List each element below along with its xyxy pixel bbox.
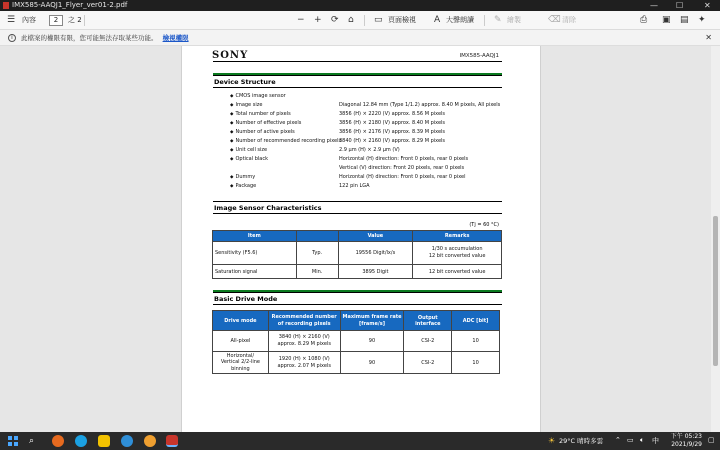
- diamond-bullet-icon: ◆: [230, 94, 234, 99]
- spec-label-text: Number of effective pixels: [235, 120, 302, 126]
- scrollbar-thumb[interactable]: [713, 216, 718, 366]
- read-aloud-icon[interactable]: A: [434, 15, 441, 25]
- spec-label: [230, 92, 286, 101]
- table-header: [296, 231, 338, 242]
- table-cell: CSI-2: [404, 331, 452, 352]
- table-header: Output interface: [404, 311, 452, 331]
- title-bar: [0, 0, 720, 11]
- section-title-image-sensor: Image Sensor Characteristics: [214, 204, 322, 212]
- spec-value: Diagonal 12.84 mm (Type 1/1.2) approx. 8.40 M pixels, All pixels: [339, 102, 501, 108]
- maximize-button[interactable]: ☐: [676, 1, 684, 10]
- notification-message: [21, 30, 189, 46]
- vertical-scrollbar[interactable]: [711, 46, 720, 432]
- spec-label: [230, 110, 291, 119]
- network-icon[interactable]: ▭: [627, 436, 634, 444]
- ime-indicator[interactable]: 中: [652, 437, 659, 445]
- diamond-bullet-icon: ◆: [230, 139, 234, 144]
- diamond-bullet-icon: ◆: [230, 112, 234, 117]
- table-row: [213, 331, 500, 352]
- table-header-row: [213, 311, 500, 331]
- table-cell: 12 bit converted value: [413, 265, 502, 279]
- pdf-file-icon: [3, 2, 9, 9]
- table-header-row: [213, 231, 502, 242]
- table-row: [213, 352, 500, 374]
- toolbar-divider: [484, 15, 485, 26]
- pin-icon[interactable]: ✦: [698, 15, 706, 25]
- section-bar: [213, 290, 502, 293]
- toolbar-divider: [84, 15, 85, 26]
- spec-label-text: CMOS image sensor: [235, 93, 286, 99]
- erase-icon[interactable]: ⌫: [548, 15, 561, 25]
- table-cell: Typ.: [296, 242, 338, 265]
- section-rule: [213, 201, 502, 202]
- minimize-button[interactable]: —: [650, 1, 658, 10]
- spec-value: 3840 (H) × 2160 (V) approx. 8.29 M pixels: [339, 138, 446, 144]
- clock[interactable]: [671, 433, 702, 449]
- spec-label: [230, 155, 268, 164]
- spec-value: 122 pin LGA: [339, 183, 370, 189]
- toc-list-icon[interactable]: ☰: [7, 15, 16, 25]
- info-icon: i: [8, 34, 16, 42]
- toc-button[interactable]: 內容: [22, 16, 36, 24]
- table-cell: 10: [452, 331, 500, 352]
- diamond-bullet-icon: ◆: [230, 175, 234, 180]
- model-number: IMX585-AAQJ1: [459, 53, 499, 59]
- spec-label-text: Unit cell size: [235, 147, 268, 153]
- edge-icon[interactable]: [75, 435, 87, 447]
- spec-label: [230, 101, 262, 110]
- weather-text[interactable]: 29°C 晴時多雲: [559, 437, 604, 445]
- spec-label-text: Package: [235, 183, 257, 189]
- fit-page-icon[interactable]: ⌂: [348, 15, 354, 25]
- table-header: Maximum frame rate [frame/s]: [340, 311, 404, 331]
- table-header: Remarks: [413, 231, 502, 242]
- table-cell: 10: [452, 352, 500, 374]
- header-rule: [213, 61, 502, 62]
- page-view-button[interactable]: 頁面檢視: [388, 16, 416, 24]
- app-icon[interactable]: [144, 435, 156, 447]
- spec-label-text: Number of recommended recording pixels: [235, 138, 342, 144]
- table-header: Value: [338, 231, 413, 242]
- tray-chevron-icon[interactable]: ⌃: [615, 436, 621, 444]
- clock-time: 下午 05:23: [670, 433, 702, 440]
- table-header: Item: [213, 231, 297, 242]
- table-cell: All-pixel: [213, 331, 269, 352]
- spec-label-text: Number of active pixels: [235, 129, 295, 135]
- save-as-icon[interactable]: ▤: [680, 15, 689, 25]
- draw-icon[interactable]: ✎: [494, 15, 502, 25]
- table-cell: 90: [340, 331, 404, 352]
- permission-notification: [0, 30, 720, 46]
- spec-value: 3856 (H) × 2176 (V) approx. 8.39 M pixels: [339, 129, 446, 135]
- erase-button[interactable]: 清除: [562, 16, 576, 24]
- clock-date: 2021/9/29: [671, 441, 702, 448]
- spec-value: Horizontal (H) direction: Front 0 pixels, rear 0 pixels: [339, 156, 469, 162]
- diamond-bullet-icon: ◆: [230, 184, 234, 189]
- spec-label: [230, 128, 295, 137]
- view-permissions-link[interactable]: 檢視權限: [162, 34, 189, 42]
- table-cell: 3840 (H) × 2160 (V) approx. 8.29 M pixels: [268, 331, 340, 352]
- weather-sun-icon: ☀: [548, 436, 556, 445]
- page-total: 之 2: [68, 16, 82, 24]
- search-icon[interactable]: ⌕: [29, 436, 35, 446]
- table-cell: Sensitivity (F5.6): [213, 242, 297, 265]
- diamond-bullet-icon: ◆: [230, 121, 234, 126]
- firefox-icon[interactable]: [52, 435, 64, 447]
- diamond-bullet-icon: ◆: [230, 130, 234, 135]
- diamond-bullet-icon: ◆: [230, 148, 234, 153]
- table-row: [213, 265, 502, 279]
- spec-label: [230, 173, 255, 182]
- table-cell: 1920 (H) × 1080 (V) approx. 2.07 M pixels: [268, 352, 340, 374]
- sony-logo: SONY: [212, 50, 249, 61]
- table-cell: 3895 Digit: [338, 265, 413, 279]
- print-icon[interactable]: ⎙: [640, 15, 648, 25]
- spec-label-text: Dummy: [235, 174, 256, 180]
- table-cell: CSI-2: [404, 352, 452, 374]
- table-header: Recommended number of recording pixels: [268, 311, 340, 331]
- draw-button[interactable]: 繪製: [507, 16, 521, 24]
- pdf-page: [181, 46, 541, 432]
- zoom-in-icon[interactable]: +: [314, 15, 322, 25]
- section-rule: [213, 213, 502, 214]
- notification-center-icon[interactable]: ▢: [708, 436, 715, 444]
- section-rule: [213, 304, 502, 305]
- temperature-note: (Tj = 60 °C): [469, 222, 499, 228]
- spec-value: Vertical (V) direction: Front 20 pixels, rear 0 pixels: [339, 165, 465, 171]
- spec-label: [230, 182, 256, 191]
- window-title: IMX585-AAQJ1_Flyer_ver01-2.pdf: [12, 1, 128, 9]
- spec-value: 2.9 μm (H) × 2.9 μm (V): [339, 147, 400, 153]
- spec-label: [230, 146, 267, 155]
- table-cell: 90: [340, 352, 404, 374]
- internet-explorer-icon[interactable]: [121, 435, 133, 447]
- table-cell: Saturation signal: [213, 265, 297, 279]
- start-icon[interactable]: [8, 436, 18, 446]
- spec-value: 3856 (H) × 2220 (V) approx. 8.56 M pixels: [339, 111, 446, 117]
- spec-label: [230, 119, 301, 128]
- table-cell: Horizontal/ Vertical 2/2-line binning: [213, 352, 269, 374]
- table-row: [213, 242, 502, 265]
- close-window-button[interactable]: ✕: [704, 1, 711, 10]
- spec-value: 3856 (H) × 2180 (V) approx. 8.40 M pixels: [339, 120, 446, 126]
- file-explorer-icon[interactable]: [98, 435, 110, 447]
- windows-taskbar: [0, 432, 720, 450]
- volume-icon[interactable]: 🔈︎: [640, 436, 645, 444]
- diamond-bullet-icon: ◆: [230, 157, 234, 162]
- save-icon[interactable]: ▣: [662, 15, 671, 25]
- section-title-device-structure: Device Structure: [214, 78, 276, 86]
- drive-mode-table: [212, 310, 500, 374]
- table-cell: Min.: [296, 265, 338, 279]
- table-cell: 1/30 s accumulation 12 bit converted value: [413, 242, 502, 265]
- spec-value: Horizontal (H) direction: Front 0 pixels, rear 0 pixel: [339, 174, 466, 180]
- spec-label-text: Image size: [235, 102, 263, 108]
- section-bar: [213, 73, 502, 76]
- read-aloud-button[interactable]: 大聲朗讀: [446, 16, 474, 24]
- page-view-icon[interactable]: ▭: [374, 15, 383, 25]
- table-header: Drive mode: [213, 311, 269, 331]
- table-header: ADC [bit]: [452, 311, 500, 331]
- section-rule: [213, 87, 502, 88]
- rotate-icon[interactable]: ⟳: [331, 15, 339, 25]
- pdf-reader-taskbar-icon[interactable]: [166, 435, 178, 447]
- page-number-input[interactable]: 2: [49, 15, 63, 26]
- section-title-drive-mode: Basic Drive Mode: [214, 295, 278, 303]
- close-notification-icon[interactable]: ✕: [705, 33, 712, 42]
- zoom-out-icon[interactable]: −: [297, 15, 305, 25]
- toolbar-divider: [364, 15, 365, 26]
- spec-label-text: Total number of pixels: [235, 111, 291, 117]
- pdf-toolbar: [0, 11, 720, 30]
- table-cell: 19556 Digit/lx/s: [338, 242, 413, 265]
- spec-label: [230, 137, 341, 146]
- notification-text: 此檔案的權限有限，您可能無法存取某些功能。: [21, 34, 158, 42]
- diamond-bullet-icon: ◆: [230, 103, 234, 108]
- spec-label-text: Optical black: [235, 156, 268, 162]
- sensor-characteristics-table: [212, 230, 502, 279]
